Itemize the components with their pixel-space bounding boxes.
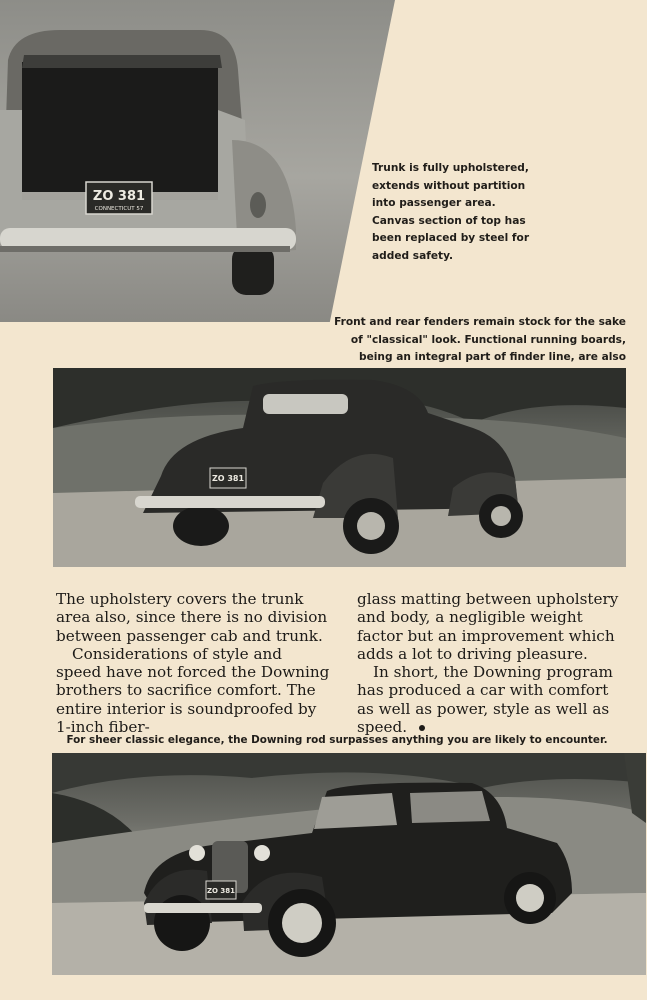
photo-rear-three-quarter — [53, 368, 626, 567]
body-paragraph-final — [357, 663, 625, 736]
body-column-left — [56, 590, 330, 736]
end-mark-icon — [419, 725, 425, 731]
mid-plate-number: ZO 381 — [211, 474, 245, 483]
photo-rear-trunk — [0, 0, 395, 322]
body-paragraph: The upholstery covers the trunk area also, since there is no division between passenger cab and trunk. — [56, 590, 328, 645]
body-paragraph: Considerations of style and speed have not forced the Downing brothers to sacrifice comfort. The entire interior is soundproofed by 1-inch fiber- — [56, 644, 330, 737]
body-paragraph: glass matting between upholstery and body, a negligible weight factor but an improvement which adds a lot to driving pleasure. — [357, 590, 619, 663]
top-plate-state: CONNECTICUT 57 — [94, 206, 144, 212]
front-three-quarter-illustration — [52, 753, 646, 975]
rear-three-quarter-illustration — [53, 368, 626, 567]
caption-elegance: For sheer classic elegance, the Downing rod surpasses anything you are likely to encounter. — [66, 734, 608, 746]
top-plate-number: ZO 381 — [92, 189, 146, 204]
rear-car-illustration — [0, 0, 395, 322]
body-column-right — [357, 590, 625, 736]
caption-fenders: Front and rear fenders remain stock for the sake of "classical" look. Functional running boards, being an integral part of finder line, are also — [334, 316, 626, 363]
body-paragraph-text: In short, the Downing program has produced a car with comfort as well as power, style as well as speed. — [357, 663, 613, 737]
photo-front-three-quarter — [52, 753, 646, 975]
caption-trunk: Trunk is fully upholstered, extends without partition into passenger area. Canvas section of top has been replaced by steel for added safety. — [372, 162, 530, 262]
bot-plate-number: ZO 381 — [206, 887, 236, 895]
